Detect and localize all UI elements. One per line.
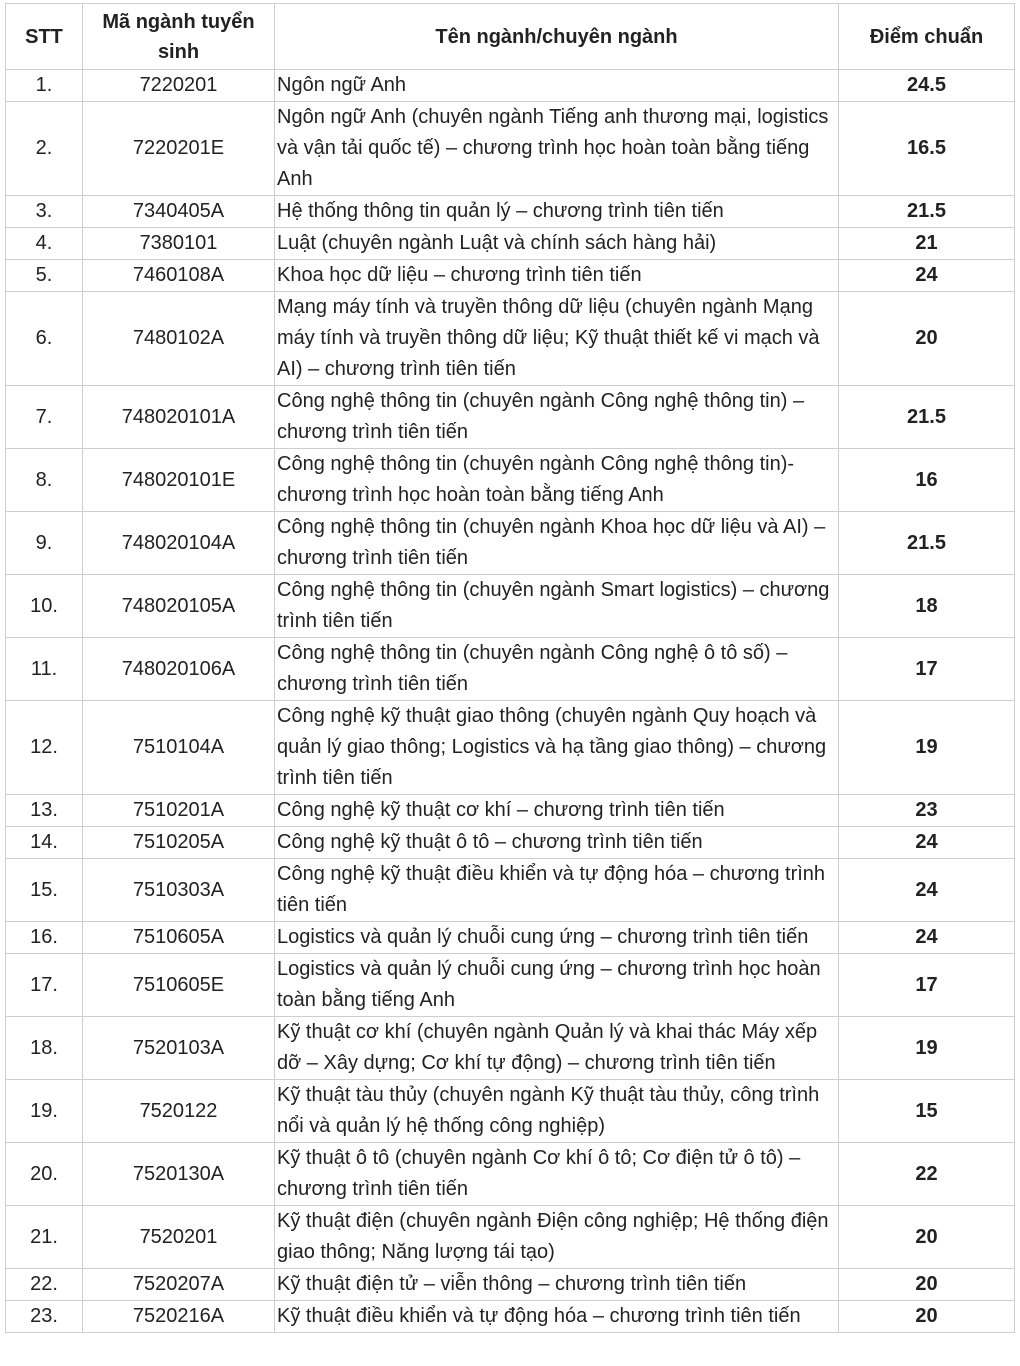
cell-name: Công nghệ kỹ thuật ô tô – chương trình tiên tiến [275,827,839,859]
cell-stt: 9. [6,512,83,575]
cell-stt: 12. [6,701,83,795]
cell-name: Kỹ thuật cơ khí (chuyên ngành Quản lý và khai thác Máy xếp dỡ – Xây dựng; Cơ khí tự động) – chương trình tiên tiến [275,1017,839,1080]
cell-name: Ngôn ngữ Anh [275,70,839,102]
cell-score: 19 [839,1017,1015,1080]
cell-name: Khoa học dữ liệu – chương trình tiên tiến [275,260,839,292]
cell-stt: 23. [6,1301,83,1333]
cell-stt: 22. [6,1269,83,1301]
cell-stt: 17. [6,954,83,1017]
cell-stt: 5. [6,260,83,292]
table-row [6,1301,1015,1333]
cell-score: 24 [839,260,1015,292]
cell-score: 17 [839,954,1015,1017]
cell-code: 7510104A [83,701,275,795]
cell-name: Công nghệ thông tin (chuyên ngành Khoa học dữ liệu và AI) – chương trình tiên tiến [275,512,839,575]
cell-stt: 6. [6,292,83,386]
cell-stt: 3. [6,196,83,228]
cell-score: 17 [839,638,1015,701]
cell-code: 7520122 [83,1080,275,1143]
cell-stt: 16. [6,922,83,954]
table-row [6,1017,1015,1080]
cell-score: 19 [839,701,1015,795]
header-name: Tên ngành/chuyên ngành [275,4,839,70]
cell-score: 24 [839,827,1015,859]
admission-scores-table-container [5,3,1015,1333]
table-row [6,795,1015,827]
cell-stt: 13. [6,795,83,827]
cell-stt: 20. [6,1143,83,1206]
cell-code: 7480102A [83,292,275,386]
cell-code: 7510605E [83,954,275,1017]
cell-name: Công nghệ thông tin (chuyên ngành Công nghệ ô tô số) – chương trình tiên tiến [275,638,839,701]
cell-name: Kỹ thuật điều khiển và tự động hóa – chương trình tiên tiến [275,1301,839,1333]
cell-stt: 7. [6,386,83,449]
cell-score: 22 [839,1143,1015,1206]
cell-code: 7510303A [83,859,275,922]
cell-code: 748020101A [83,386,275,449]
cell-code: 7520130A [83,1143,275,1206]
cell-stt: 18. [6,1017,83,1080]
cell-code: 748020105A [83,575,275,638]
cell-score: 16.5 [839,102,1015,196]
table-row [6,260,1015,292]
cell-score: 21.5 [839,196,1015,228]
cell-score: 21.5 [839,386,1015,449]
table-row [6,954,1015,1017]
cell-name: Hệ thống thông tin quản lý – chương trình tiên tiến [275,196,839,228]
cell-score: 24.5 [839,70,1015,102]
table-row [6,102,1015,196]
cell-stt: 4. [6,228,83,260]
cell-code: 7220201E [83,102,275,196]
header-code: Mã ngành tuyển sinh [83,4,275,70]
cell-score: 16 [839,449,1015,512]
table-row [6,449,1015,512]
table-row [6,196,1015,228]
cell-score: 24 [839,922,1015,954]
table-row [6,701,1015,795]
cell-name: Công nghệ kỹ thuật cơ khí – chương trình tiên tiến [275,795,839,827]
table-header-row [6,4,1015,70]
cell-name: Ngôn ngữ Anh (chuyên ngành Tiếng anh thương mại, logistics và vận tải quốc tế) – chương trình học hoàn toàn bằng tiếng Anh [275,102,839,196]
cell-stt: 15. [6,859,83,922]
cell-score: 18 [839,575,1015,638]
cell-code: 7520216A [83,1301,275,1333]
table-row [6,70,1015,102]
cell-name: Logistics và quản lý chuỗi cung ứng – chương trình tiên tiến [275,922,839,954]
cell-stt: 14. [6,827,83,859]
cell-name: Kỹ thuật điện tử – viễn thông – chương trình tiên tiến [275,1269,839,1301]
cell-stt: 8. [6,449,83,512]
cell-name: Logistics và quản lý chuỗi cung ứng – chương trình học hoàn toàn bằng tiếng Anh [275,954,839,1017]
cell-score: 20 [839,292,1015,386]
cell-name: Công nghệ thông tin (chuyên ngành Smart logistics) – chương trình tiên tiến [275,575,839,638]
cell-name: Công nghệ kỹ thuật điều khiển và tự động hóa – chương trình tiên tiến [275,859,839,922]
cell-name: Công nghệ kỹ thuật giao thông (chuyên ngành Quy hoạch và quản lý giao thông; Logistics và hạ tầng giao thông) – chương trình tiên tiến [275,701,839,795]
cell-stt: 2. [6,102,83,196]
admission-scores-table [5,3,1015,1333]
cell-name: Kỹ thuật ô tô (chuyên ngành Cơ khí ô tô; Cơ điện tử ô tô) – chương trình tiên tiến [275,1143,839,1206]
cell-name: Công nghệ thông tin (chuyên ngành Công nghệ thông tin) – chương trình tiên tiến [275,386,839,449]
cell-score: 21 [839,228,1015,260]
table-row [6,1143,1015,1206]
table-row [6,827,1015,859]
table-row [6,638,1015,701]
cell-name: Công nghệ thông tin (chuyên ngành Công nghệ thông tin)- chương trình học hoàn toàn bằng tiếng Anh [275,449,839,512]
table-row [6,512,1015,575]
cell-name: Mạng máy tính và truyền thông dữ liệu (chuyên ngành Mạng máy tính và truyền thông dữ liệu; Kỹ thuật thiết kế vi mạch và AI) – chương trình tiên tiến [275,292,839,386]
cell-stt: 10. [6,575,83,638]
table-row [6,859,1015,922]
cell-code: 7520207A [83,1269,275,1301]
cell-name: Luật (chuyên ngành Luật và chính sách hàng hải) [275,228,839,260]
cell-code: 7460108A [83,260,275,292]
cell-score: 20 [839,1206,1015,1269]
cell-code: 748020101E [83,449,275,512]
cell-stt: 11. [6,638,83,701]
cell-code: 7220201 [83,70,275,102]
table-row [6,386,1015,449]
cell-name: Kỹ thuật điện (chuyên ngành Điện công nghiệp; Hệ thống điện giao thông; Năng lượng tái tạo) [275,1206,839,1269]
cell-code: 7510201A [83,795,275,827]
cell-score: 21.5 [839,512,1015,575]
table-row [6,228,1015,260]
table-row [6,1269,1015,1301]
table-row [6,922,1015,954]
cell-score: 15 [839,1080,1015,1143]
table-row [6,1206,1015,1269]
table-row [6,1080,1015,1143]
header-score: Điểm chuẩn [839,4,1015,70]
cell-code: 7340405A [83,196,275,228]
cell-code: 748020106A [83,638,275,701]
cell-stt: 1. [6,70,83,102]
cell-score: 24 [839,859,1015,922]
cell-code: 7380101 [83,228,275,260]
cell-code: 748020104A [83,512,275,575]
cell-code: 7520103A [83,1017,275,1080]
cell-stt: 19. [6,1080,83,1143]
cell-score: 23 [839,795,1015,827]
cell-name: Kỹ thuật tàu thủy (chuyên ngành Kỹ thuật tàu thủy, công trình nổi và quản lý hệ thống công nghiệp) [275,1080,839,1143]
cell-score: 20 [839,1269,1015,1301]
header-stt: STT [6,4,83,70]
table-row [6,575,1015,638]
table-row [6,292,1015,386]
cell-stt: 21. [6,1206,83,1269]
cell-code: 7510205A [83,827,275,859]
cell-score: 20 [839,1301,1015,1333]
cell-code: 7510605A [83,922,275,954]
cell-code: 7520201 [83,1206,275,1269]
